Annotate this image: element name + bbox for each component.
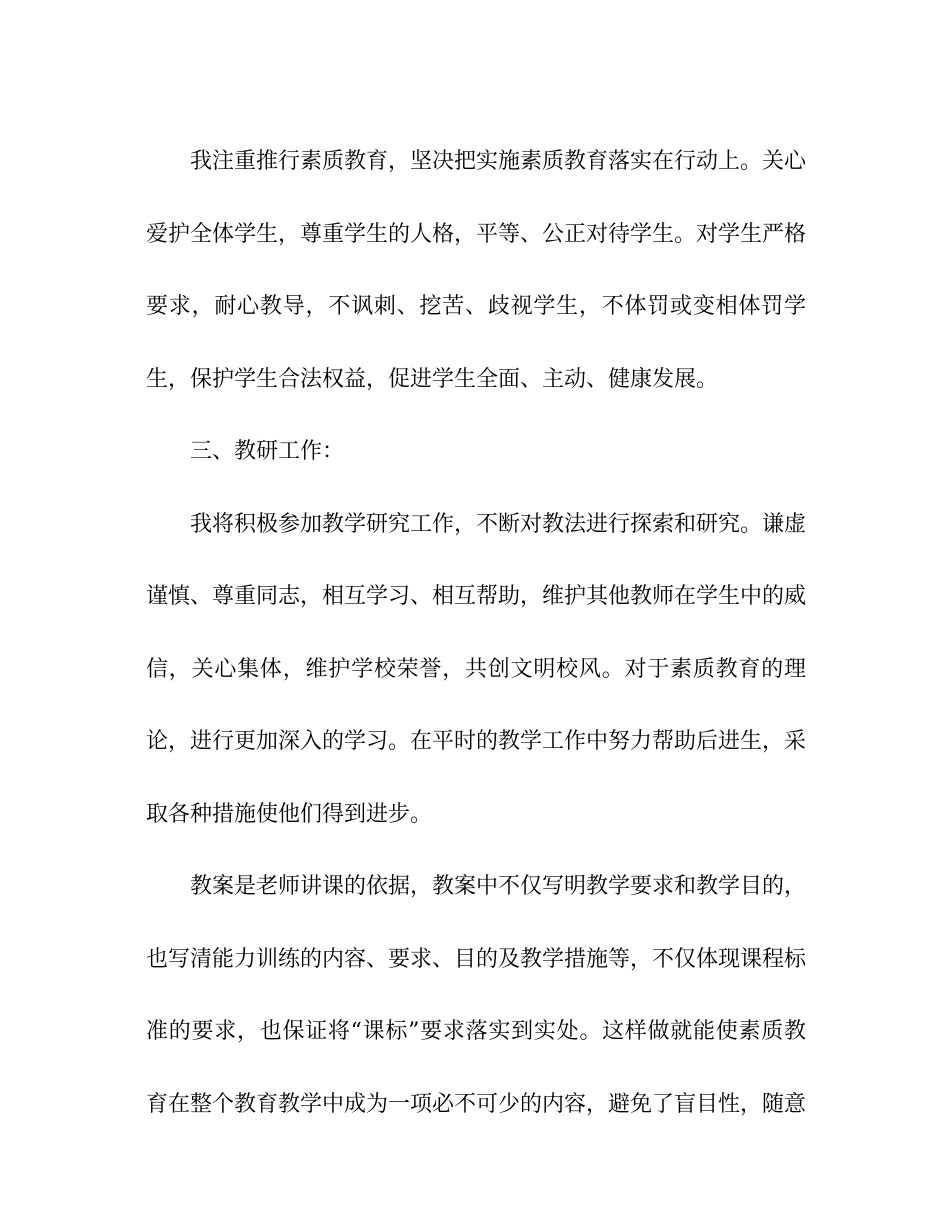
section-heading-teaching-research: 三、教研工作： <box>190 439 345 464</box>
paragraph-lesson-plans: 教案是老师讲课的依据，教案中不仅写明教学要求和教学目的，也写清能力训练的内容、要求、目的及教学措施等，不仅体现课程标准的要求，也保证将“课标”要求落实到实处。这样做就能使素质教育在整个教育教学中成为一项必不可少的内容，避免了盲目性，随意 <box>146 874 807 1117</box>
document-body <box>146 126 806 1141</box>
paragraph-quality-education: 我注重推行素质教育，坚决把实施素质教育落实在行动上。关心爱护全体学生，尊重学生的人格，平等、公正对待学生。对学生严格要求，耐心教导，不讽刺、挖苦、歧视学生，不体罚或变相体罚学生，保护学生合法权益，促进学生全面、主动、健康发展。 <box>146 149 807 392</box>
paragraph-teaching-research: 我将积极参加教学研究工作，不断对教法进行探索和研究。谦虚谨慎、尊重同志，相互学习、相互帮助，维护其他教师在学生中的威信，关心集体，维护学校荣誉，共创文明校风。对于素质教育的理论，进行更加深入的学习。在平时的教学工作中努力帮助后进生，采取各种措施使他们得到进步。 <box>146 511 807 827</box>
